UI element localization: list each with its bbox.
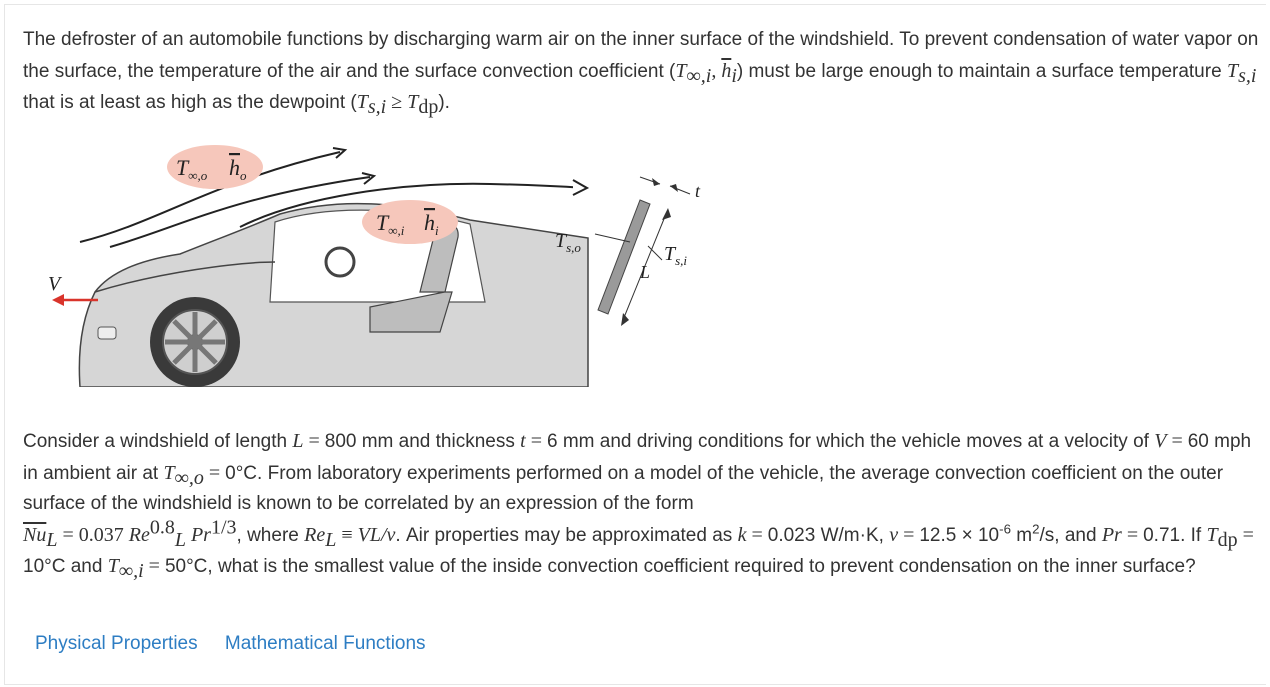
problem-intro: The defroster of an automobile functions by discharging warm air on the inner surface of the windshield. To prevent condensation of water vapor on the surface, the temperature of the air and the surface convection coefficient ($T_{\infty,i}$, $\overline{h}_i$) must be large enough to maintain a surface temperature $T_{s,i}$ that is at least as high as the dewpoint $(T_{s,i} \ge T_{dp})$. [23,29,1259,118]
reference-links [35,633,448,655]
label-t: t [695,181,701,201]
windshield-detail [595,177,690,326]
label-V: V [48,273,61,295]
label-Tsi: $T_{s,i}$ [664,243,688,268]
label-L: L [640,262,651,282]
windshield-diagram [40,142,760,387]
front-wheel [150,297,240,387]
label-outer-T: $T_{\infty,o}$ [176,155,208,183]
mathematical-functions-link[interactable]: Mathematical Functions [224,633,426,654]
problem-details: Consider a windshield of length L = 800 mm and thickness t = 6 mm and driving conditions for which the vehicle moves at a velocity of V = 60 mph in ambient air at $T_{\infty,o} = 0^\circ C$. From laboratory experiments performed on a model of the vehicle, the average convection coefficient on the outer surface of the windshield is known to be correlated by an expression of the form $\overline{Nu}_L = 0.037$ $Re^{0.8}_L$ $Pr^{1/3}$, where $Re_L \equiv VL/\nu$. Air properties may be approximated as k = 0.023 W/m·K, $\nu = 12.5 \times 10^{-6}$ $m^2/s$, and Pr = 0.71. If $T_{dp} = 10^\circ C$ and $T_{\infty,i} = 50^\circ C$, what is the smallest value of the inside convection coefficient required to prevent condensation on the inner surface? [23,430,1254,582]
label-outer-h: $h_o$ [229,155,247,183]
label-Tso: $T_{s,o}$ [555,230,581,255]
headlight [98,327,116,339]
physical-properties-link[interactable]: Physical Properties [35,633,198,654]
velocity-arrowhead [52,294,64,306]
label-inner-h: $h_i$ [424,210,439,238]
label-inner-T: $T_{\infty,i}$ [376,210,405,238]
